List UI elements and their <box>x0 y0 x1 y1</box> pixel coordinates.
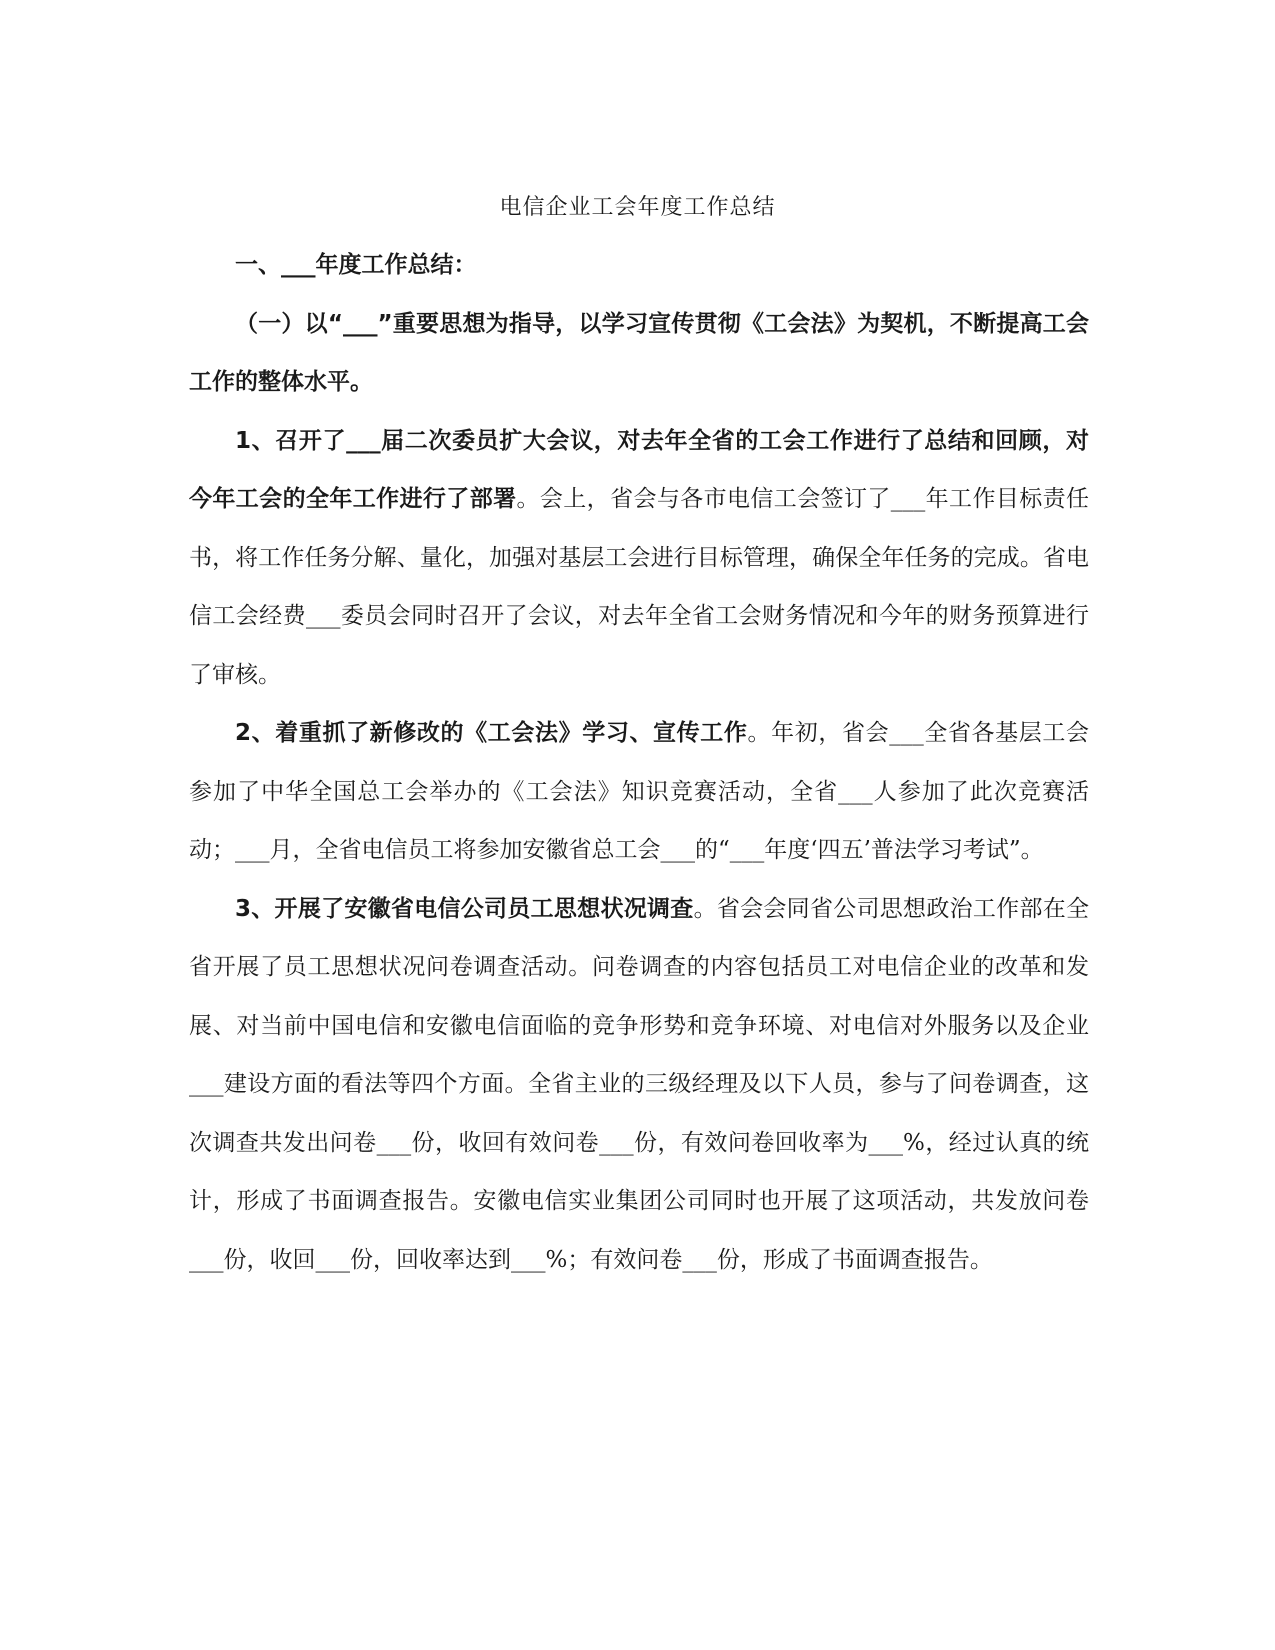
section-heading <box>189 236 1089 295</box>
paragraph-2 <box>189 704 1089 880</box>
paragraph-2-lead: 2、着重抓了新修改的《工会法》学习、宣传工作 <box>235 720 748 746</box>
subsection-heading-text: （一）以“___”重要思想为指导，以学习宣传贯彻《工会法》为契机，不断提高工会工作的整体水平。 <box>189 310 1089 395</box>
section-heading-text: 一、___年度工作总结： <box>235 252 477 278</box>
subsection-heading <box>189 295 1089 412</box>
paragraph-3-text: 。省会会同省公司思想政治工作部在全省开展了员工思想状况问卷调查活动。问卷调查的内容包括员工对电信企业的改革和发展、对当前中国电信和安徽电信面临的竞争形势和竞争环境、对电信对外服务以及企业___建设方面的看法等四个方面。全省主业的三级经理及以下人员，参与了问卷调查，这次调查共发出问卷___份，收回有效问卷___份，有效问卷回收率为___%，经过认真的统计，形成了书面调查报告。安徽电信实业集团公司同时也开展了这项活动，共发放问卷___份，收回___份，回收率达到___%；有效问卷___份，形成了书面调查报告。 <box>189 895 1089 1273</box>
document-title: 电信企业工会年度工作总结 <box>499 195 776 220</box>
paragraph-1-text: 。会上，省会与各市电信工会签订了___年工作目标责任书，将工作任务分解、量化，加强对基层工会进行目标管理，确保全年任务的完成。省电信工会经费___委员会同时召开了会议，对去年全省工会财务情况和今年的财务预算进行了审核。 <box>189 486 1090 688</box>
document-body <box>189 236 1089 1289</box>
paragraph-3-lead: 3、开展了安徽省电信公司员工思想状况调查 <box>235 895 694 922</box>
paragraph-2-text: 。年初，省会___全省各基层工会参加了中华全国总工会举办的《工会法》知识竞赛活动，全省___人参加了此次竞赛活动；___月，全省电信员工将参加安徽省总工会___的“___年度‘四五’普法学习考试”。 <box>189 720 1089 863</box>
paragraph-3 <box>189 880 1089 1290</box>
paragraph-1 <box>189 412 1089 705</box>
paragraph-1-lead: 1、召开了___届二次委员扩大会议，对去年全省的工会工作进行了总结和回顾，对今年工会的全年工作进行了部署 <box>189 427 1089 512</box>
